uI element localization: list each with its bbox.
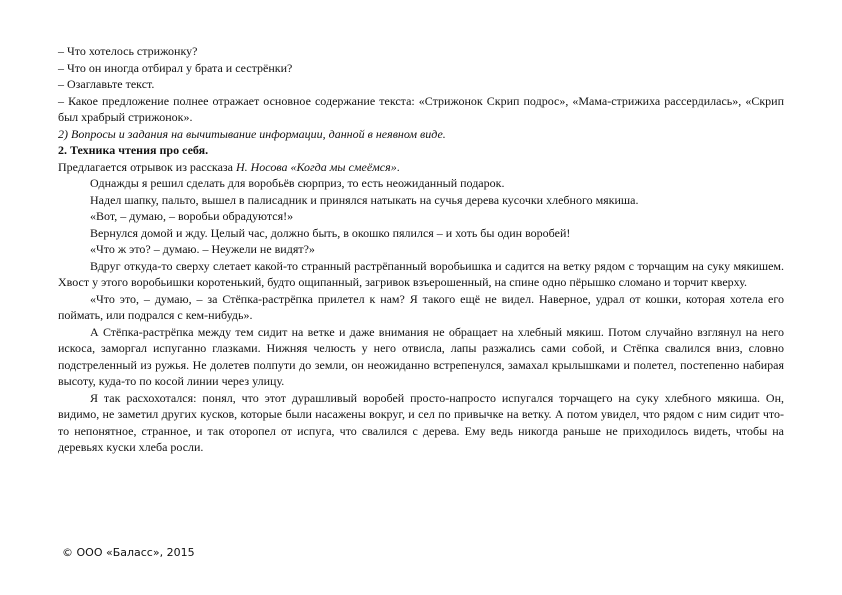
- story-paragraph-9: Я так расхохотался: понял, что этот дурашливый воробей просто-напросто испугался торчащего на суку хлебного мякиша. Он, видимо, не заметил других кусков, которые были насажены вокруг, и сел по привычке на ветку. А потом увидел, что рядом с ним сидит что-то непонятное, странное, и так оторопел от испуга, что свалился с дерева. Ему ведь никогда раньше не приходилось видеть, чтобы на деревьях куски хлеба росли.: [58, 390, 784, 454]
- task2-heading: 2) Вопросы и задания на вычитывание информации, данной в неявном виде.: [58, 126, 446, 141]
- intro-source: Н. Носова «Когда мы смеёмся»: [235, 159, 397, 174]
- question-4: – Какое предложение полнее отражает основное содержание текста: «Стрижонок Скрип подрос», «Мама-стрижиха рассердилась», «Скрип был храбрый стрижонок».: [58, 93, 784, 124]
- story-paragraph-4: Вернулся домой и жду. Целый час, должно быть, в окошко пялился – и хоть бы один воробей!: [90, 225, 571, 240]
- question-2: – Что он иногда отбирал у брата и сестрёнки?: [58, 60, 293, 75]
- story-paragraph-2: Надел шапку, пальто, вышел в палисадник и принялся натыкать на сучья дерева кусочки хлебного мякиша.: [90, 192, 639, 207]
- question-3: – Озаглавьте текст.: [58, 77, 155, 91]
- story-paragraph-1: Однажды я решил сделать для воробьёв сюрприз, то есть неожиданный подарок.: [90, 176, 505, 190]
- story-paragraph-7: «Что это, – думаю, – за Стёпка-растрёпка прилетел к нам? Я такого ещё не видел. Наверное, удрал от кошки, которая хотела его поймать, или подрался с кем-нибудь».: [58, 291, 784, 322]
- story-paragraph-8: А Стёпка-растрёпка между тем сидит на ветке и даже внимания не обращает на хлебный мякиш. Потом случайно взглянул на него искоса, заморгал испуганно глазками. Нижняя челюсть у него отвисла, лапы разжались сами собой, и Стёпка свалился вниз, словно подстреленный из ружья. Не долетев полпути до земли, он неожиданно встрепенулся, замахал крылышками и полетел, постепенно набирая высоту, куда-то по косой линии через улицу.: [58, 324, 784, 388]
- intro-prefix: Предлагается отрывок из рассказа: [58, 159, 236, 174]
- intro-suffix: .: [396, 159, 400, 174]
- copyright-footer: © ООО «Баласс», 2015: [62, 546, 195, 559]
- section-title: 2. Техника чтения про себя.: [58, 143, 209, 157]
- story-paragraph-3: «Вот, – думаю, – воробьи обрадуются!»: [90, 209, 294, 223]
- intro-line: [58, 159, 784, 176]
- story-paragraph-5: «Что ж это? – думаю. – Неужели не видят?»: [90, 242, 315, 256]
- document-body: [58, 43, 784, 456]
- story-paragraph-6: Вдруг откуда-то сверху слетает какой-то странный растрёпанный воробьишка и садится на ветку рядом с торчащим на суку мякишем. Хвост у этого воробьишки коротенький, будто ощипанный, загривок взъерошенный, на спине одно пёрышко сломано и торчит кверху.: [58, 258, 784, 289]
- question-1: – Что хотелось стрижонку?: [58, 44, 198, 58]
